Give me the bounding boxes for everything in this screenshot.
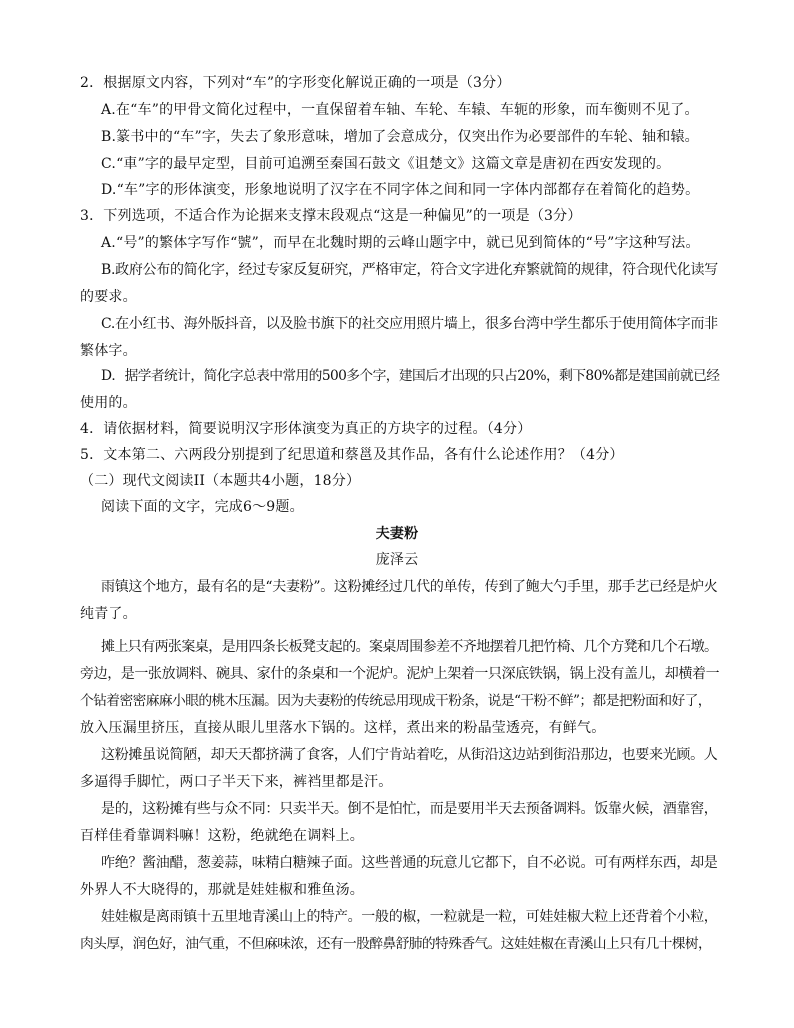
question-3-option-a: A.“号”的繁体字写作“號”，而早在北魏时期的云峰山题字中，就已见到简体的“号”字这种写法。: [101, 235, 700, 251]
paragraph-1-line-2: 纯青了。: [80, 606, 137, 622]
question-2-option-c: C.“車”字的最早定型，目前可追溯至秦国石鼓文《诅楚文》这篇文章是唐初在西安发现的。: [101, 156, 671, 172]
question-3-option-d-line-1: D．据学者统计，简化字总表中常用的500多个字，建国后才出现的只占20%，剩下80%都是建国前就已经: [101, 368, 720, 384]
article-author: 庞泽云: [375, 552, 419, 568]
paragraph-5-line-2: 外界人不大晓得的，那就是娃娃椒和雅鱼汤。: [80, 882, 364, 898]
paragraph-3-line-2: 多逼得手脚忙，两口子半天下来，裤裆里都是汗。: [80, 774, 393, 790]
paragraph-4-line-1: 是的，这粉摊有些与众不同：只卖半天。倒不是怕忙，而是要用半天去预备调料。饭靠火候，酒靠窖，: [101, 801, 718, 817]
article-title: 夫妻粉: [375, 526, 419, 542]
question-3: 3．下列选项，不适合作为论据来支撑末段观点“这是一种偏见”的一项是（3分）: [80, 208, 582, 224]
paragraph-2-line-3: 个钻着密密麻麻小眼的桃木压漏。因为夫妻粉的传统忌用现成干粉条，说是“干粉不鲜”；都是把粉面和好了，: [80, 693, 711, 709]
question-3-option-b-line-2: 的要求。: [80, 289, 137, 305]
paragraph-2-line-4: 放入压漏里挤压，直接从眼儿里落水下锅的。这样，煮出来的粉晶莹透亮，有鲜气。: [80, 720, 606, 736]
paragraph-6-line-2: 肉头厚，润色好，油气重，不但麻味浓，还有一股醉鼻舒肺的特殊香气。这娃娃椒在青溪山上只有几十棵树，: [80, 936, 712, 952]
paragraph-5-line-1: 咋绝？酱油醋，葱姜蒜，味精白糖辣子面。这些普通的玩意儿它都下，自不必说。可有两样东西，却是: [101, 855, 718, 871]
paragraph-2-line-2: 旁边，是一张放调料、碗具、家什的条桌和一个泥炉。泥炉上架着一只深底铁锅，锅上没有盖儿，却横着一: [80, 666, 720, 682]
question-2-option-d: D.“车”字的形体演变，形象地说明了汉字在不同字体之间和同一字体内部都存在着简化的趋势。: [101, 182, 700, 198]
reading-instruction: 阅读下面的文字，完成6～9题。: [101, 499, 304, 515]
question-3-option-d-line-2: 使用的。: [80, 395, 137, 411]
question-3-option-c-line-2: 繁体字。: [80, 343, 137, 359]
question-2-option-b: B.篆书中的“车”字，失去了象形意味，增加了会意成分，仅突出作为必要部件的车轮、轴和辕。: [101, 129, 699, 145]
paragraph-6-line-1: 娃娃椒是离雨镇十五里地青溪山上的特产。一般的椒，一粒就是一粒，可娃娃椒大粒上还背着个小粒，: [101, 909, 718, 925]
question-3-option-c-line-1: C.在小红书、海外版抖音，以及脸书旗下的社交应用照片墙上，很多台湾中学生都乐于使用简体字而非: [101, 316, 718, 332]
question-2: 2．根据原文内容，下列对“车”的字形变化解说正确的一项是（3分）: [80, 75, 511, 91]
paragraph-4-line-2: 百样佳肴靠调料嘛！这粉，绝就绝在调料上。: [80, 828, 364, 844]
question-3-option-b-line-1: B.政府公布的简化字，经过专家反复研究，严格审定，符合文字进化弃繁就简的规律，符合现代化读写: [101, 262, 718, 278]
question-5: 5．文本第二、六两段分别提到了纪思道和蔡邕及其作品，各有什么论述作用？（4分）: [80, 447, 624, 463]
paragraph-2-line-1: 摊上只有两张案桌，是用四条长板凳支起的。案桌周围参差不齐地摆着几把竹椅、几个方凳和几个石墩。: [101, 639, 718, 655]
question-2-option-a: A.在“车”的甲骨文简化过程中，一直保留着车轴、车轮、车辕、车轭的形象，而车衡则不见了。: [101, 102, 699, 118]
section-heading: （二）现代文阅读II（本题共4小题，18分）: [80, 473, 361, 489]
paragraph-3-line-1: 这粉摊虽说简陋，却天天都挤满了食客，人们宁肯站着吃，从街沿这边站到街沿那边，也要来光顾。人: [101, 747, 718, 763]
paragraph-1-line-1: 雨镇这个地方，最有名的是“夫妻粉”。这粉摊经过几代的单传，传到了鲍大勺手里，那手艺已经是炉火: [101, 579, 718, 595]
question-4: 4．请依据材料，简要说明汉字形体演变为真正的方块字的过程。（4分）: [80, 421, 532, 437]
